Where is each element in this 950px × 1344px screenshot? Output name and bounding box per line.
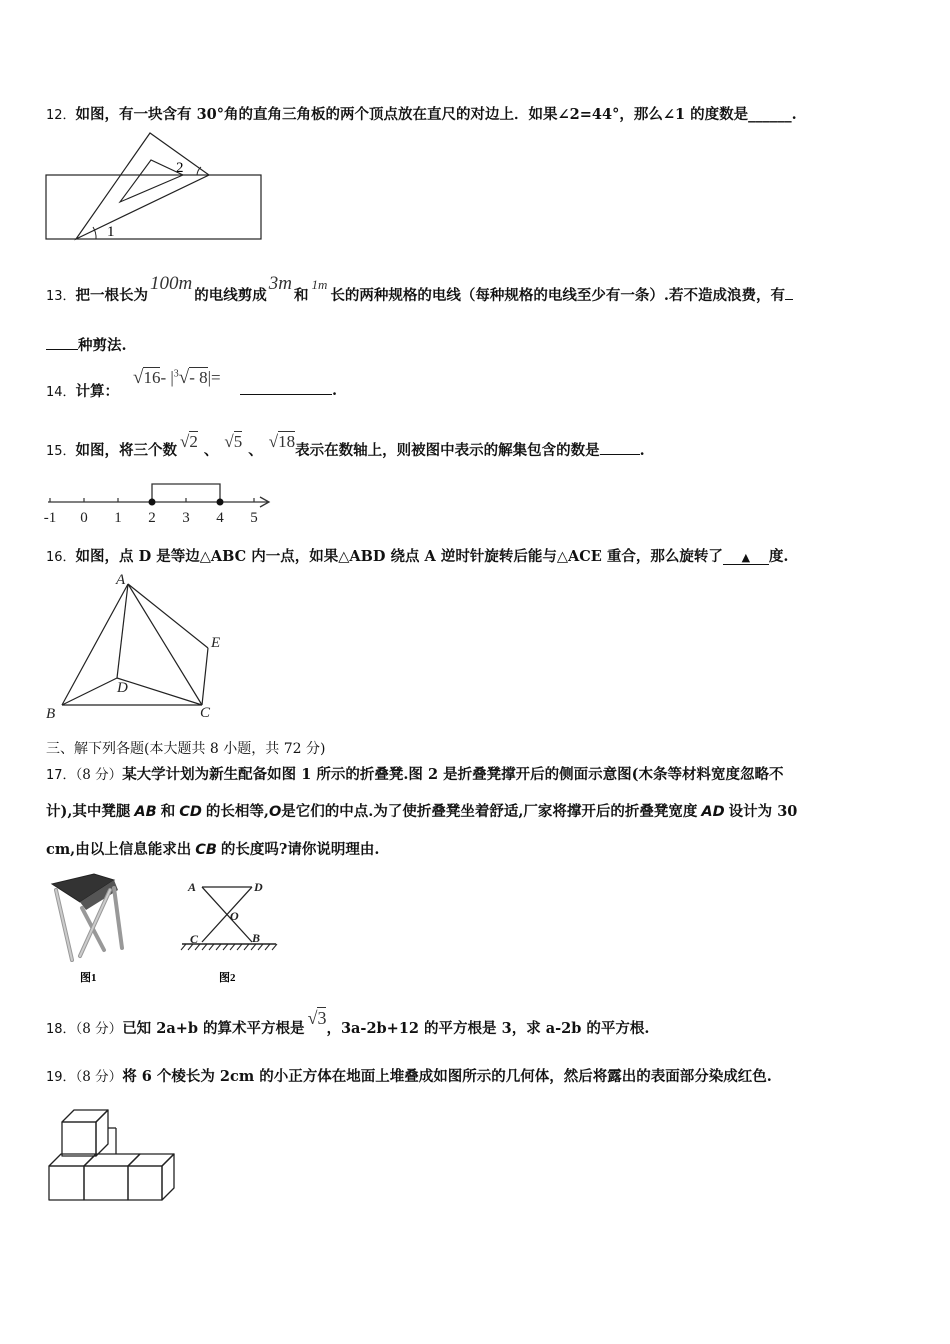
question-text: 的电线剪成 — [194, 287, 267, 304]
q15-number-line — [38, 478, 278, 526]
question-number: 16． — [46, 550, 76, 565]
question-13 — [46, 273, 793, 306]
question-text: 将 6 个棱长为 2cm 的小正方体在地面上堆叠成如图所示的几何体，然后将露出的表面部分染成红色. — [122, 1068, 772, 1085]
question-13-line2 — [46, 334, 127, 355]
vertex-b-label: B — [46, 706, 56, 722]
question-text: 是它们的中点.为了使折叠凳坐着舒适,厂家将撑开后的折叠凳宽度 — [281, 803, 698, 820]
answer-blank: ______ — [748, 106, 792, 123]
question-17-line3 — [46, 838, 379, 859]
question-text: 计),其中凳腿 — [46, 803, 131, 820]
vertex-b-label: B — [252, 931, 261, 945]
question-text: 和 — [160, 803, 176, 820]
tick-label: 0 — [80, 510, 88, 526]
tick-label: 5 — [250, 510, 258, 526]
vertex-c-label: C — [200, 705, 211, 721]
score: （8 分） — [75, 767, 123, 783]
length-3m: 3m — [268, 273, 293, 294]
question-number: 12． — [46, 108, 76, 123]
question-text: 某大学计划为新生配备如图 1 所示的折叠凳.图 2 是折叠凳撑开后的侧面示意图(木条等材料宽度忽略不 — [122, 766, 784, 783]
answer-blank — [46, 335, 78, 350]
q14-expression: √16- $|^3√-$ 8|= — [133, 367, 221, 388]
question-text: 已知 2a+b 的算术平方根是 — [122, 1020, 305, 1037]
question-17 — [46, 763, 783, 784]
separator: 、 — [248, 442, 263, 459]
question-text: 如图，将三个数 — [75, 442, 178, 459]
answer-blank — [785, 285, 793, 300]
vertex-c-label: C — [190, 932, 199, 946]
question-text: 的长相等, — [205, 803, 269, 820]
question-text: 把一根长为 — [75, 287, 149, 304]
question-17-line2 — [46, 800, 797, 821]
length-1m: 1m — [311, 277, 328, 292]
point-e-label: E — [211, 635, 221, 651]
expr-end: |= — [207, 368, 221, 387]
tick-label: 1 — [114, 510, 122, 526]
question-number: 18． — [46, 1022, 76, 1037]
sqrt-18: 18 — [278, 432, 296, 451]
score: （8 分） — [75, 1021, 123, 1037]
sqrt-2: 2 — [189, 432, 198, 451]
length-100m: 100m — [150, 273, 193, 294]
angle-1-label: 1 — [107, 224, 115, 240]
question-number: 13． — [46, 289, 76, 304]
question-end: . — [791, 106, 797, 123]
segment-ad: AD — [701, 804, 725, 820]
expr-separator: - | — [160, 368, 174, 387]
question-number: 14． — [46, 385, 76, 400]
score: （8 分） — [75, 1069, 123, 1085]
sqrt-16: 16 — [143, 368, 161, 387]
point-o-label: O — [230, 909, 239, 923]
vertex-d-label: D — [254, 880, 263, 894]
question-text: 如图，有一块含有 30°角的直角三角板的两个顶点放在直尺的对边上．如果∠2=44°，那么∠1 的度数是 — [75, 106, 749, 123]
q16-rotation-figure — [40, 570, 240, 725]
question-14 — [46, 380, 119, 401]
fig1-caption: 图1 — [80, 972, 97, 984]
question-text: ，3a-2b+12 的平方根是 3，求 a-2b 的平方根. — [326, 1020, 650, 1037]
vertex-a-label: A — [116, 572, 126, 588]
answer-blank — [600, 440, 640, 455]
cbrt-minus-8: - 8 — [189, 368, 208, 387]
q12-ruler-triangle-figure — [40, 128, 270, 246]
q17-folding-stool-photo — [44, 868, 144, 988]
question-text: 长的两种规格的电线（每种规格的电线至少有一条）.若不造成浪费，有 — [330, 287, 785, 304]
question-text: 的长度吗?请你说明理由. — [220, 841, 380, 858]
question-12 — [46, 103, 797, 124]
question-end: . — [332, 382, 338, 399]
question-text: cm,由以上信息能求出 — [46, 841, 192, 858]
point-d-label: D — [117, 680, 128, 696]
angle-2-label: 2 — [176, 160, 184, 176]
question-number: 17． — [46, 768, 76, 783]
point-o: O — [268, 804, 282, 820]
interval-endpoint-dot — [217, 499, 224, 506]
tick-label: 3 — [182, 510, 190, 526]
segment-cd: CD — [179, 804, 202, 820]
question-text: 种剪法. — [78, 337, 127, 354]
fig2-caption: 图2 — [219, 972, 236, 984]
q19-cube-stack-figure — [44, 1104, 184, 1206]
question-end: . — [639, 442, 645, 459]
vertex-a-label: A — [188, 880, 197, 894]
interval-endpoint-dot — [149, 499, 156, 506]
q14-answer — [240, 380, 337, 399]
question-end: 度. — [768, 548, 789, 565]
question-number: 15． — [46, 444, 76, 459]
question-text: 和 — [294, 287, 309, 304]
q17-stool-side-diagram — [176, 876, 286, 988]
segment-cb: CB — [195, 842, 217, 858]
question-18: 18．（8 分）已知 2a+b 的算术平方根是√3，3a-2b+12 的平方根是 3，求 a-2b 的平方根. — [46, 1008, 650, 1037]
answer-blank-marker: ▲ — [723, 551, 769, 565]
question-text: 计算： — [75, 383, 120, 400]
sqrt-3: 3 — [317, 1008, 327, 1028]
question-text: 如图，点 D 是等边△ABC 内一点，如果△ABD 绕点 A 逆时针旋转后能与△ACE 重合，那么旋转了 — [75, 548, 723, 565]
sqrt-5: 5 — [233, 432, 243, 451]
question-19 — [46, 1065, 772, 1086]
tick-label: 4 — [216, 510, 224, 526]
question-text: 表示在数轴上，则被图中表示的解集包含的数是 — [295, 442, 600, 459]
segment-ab: AB — [134, 804, 157, 820]
question-15: 15．如图，将三个数 √2 、 √5 、 √18表示在数轴上，则被图中表示的解集包含的数是 . — [46, 432, 645, 459]
question-16 — [46, 545, 788, 566]
question-text: 设计为 30 — [728, 803, 798, 820]
question-number: 19． — [46, 1070, 76, 1085]
separator: 、 — [203, 442, 219, 459]
section-3-heading: 三、解下列各题(本大题共 8 小题，共 72 分) — [46, 741, 326, 757]
tick-label: 2 — [148, 510, 156, 526]
answer-blank — [240, 380, 332, 395]
cube-root-index: 3 — [173, 368, 179, 380]
tick-label: -1 — [43, 510, 57, 526]
